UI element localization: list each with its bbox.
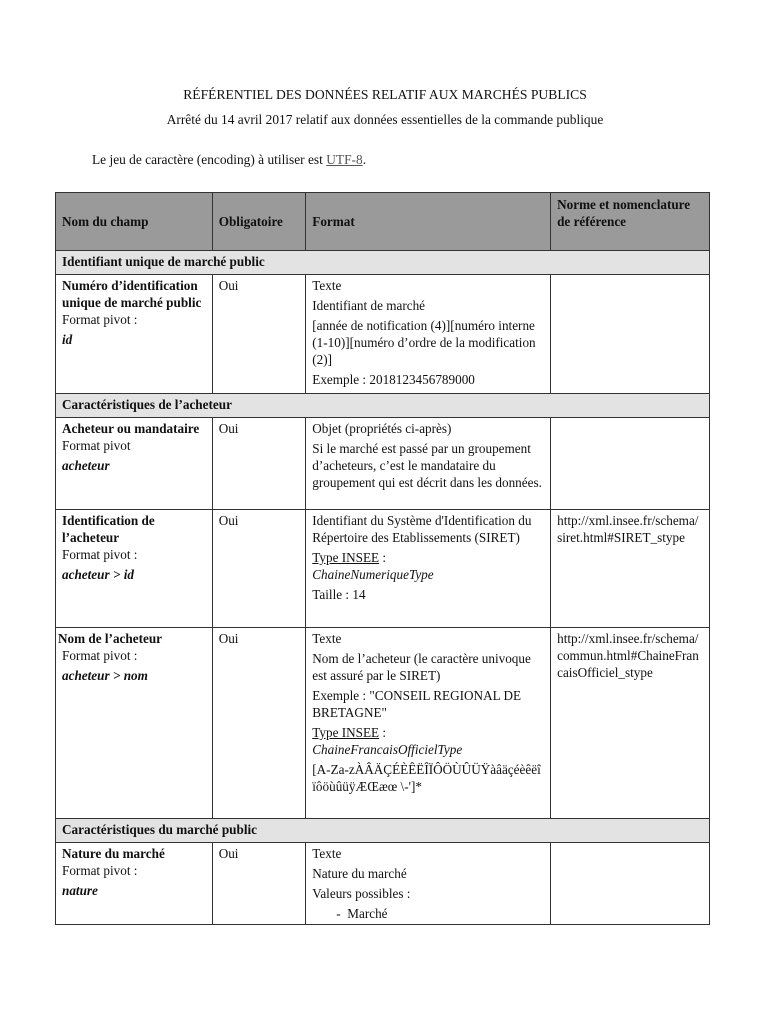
document-title: RÉFÉRENTIEL DES DONNÉES RELATIF AUX MARCHÉS PUBLICS [183, 87, 587, 102]
format-line: Exemple : 2018123456789000 [312, 372, 475, 387]
utf8-link[interactable]: UTF-8 [326, 152, 363, 167]
format-line: [année de notification (4)][numéro interne (1-10)][numéro d’ordre de la modification (2)] [312, 318, 536, 367]
type-insee-value: ChaineNumeriqueType [312, 567, 434, 582]
required-cell: Oui [212, 843, 306, 925]
encoding-paragraph [92, 151, 366, 168]
table-row [56, 843, 710, 925]
pivot-label: Format pivot : [62, 312, 138, 327]
field-name-cell [56, 510, 213, 628]
norme-cell: http://xml.insee.fr/schema/commun.html#ChaineFrancaisOfficiel_stype [551, 628, 710, 819]
format-line: Nature du marché [312, 866, 407, 881]
field-name: Identification de l’acheteur [62, 513, 155, 545]
type-insee-sep: : [379, 725, 387, 740]
field-name: Nature du marché [62, 846, 165, 861]
section-identifiant: Identifiant unique de marché public [56, 251, 710, 275]
pivot-value: acheteur > id [62, 567, 134, 582]
header-nom-du-champ: Nom du champ [56, 193, 213, 251]
format-line: Identifiant de marché [312, 298, 426, 313]
pivot-value: nature [62, 883, 98, 898]
format-cell [306, 418, 551, 510]
required-cell: Oui [212, 418, 306, 510]
list-item [312, 905, 544, 922]
dash-glyph: - [336, 906, 348, 921]
format-line: Identifiant du Système d'Identification du Répertoire des Etablissements (SIRET) [312, 513, 532, 545]
format-cell [306, 628, 551, 819]
pivot-label: Format pivot [62, 438, 131, 453]
table-row [56, 418, 710, 510]
field-name: Acheteur ou mandataire [62, 421, 200, 436]
header-norme: Norme et nomenclature de référence [551, 193, 710, 251]
header-format: Format [306, 193, 551, 251]
section-row [56, 394, 710, 418]
type-insee-label: Type INSEE [312, 725, 380, 740]
pivot-label: Format pivot : [62, 648, 138, 663]
table-header-row [56, 193, 710, 251]
format-line: Texte [312, 631, 342, 646]
table-row [56, 628, 710, 819]
type-insee-value: ChaineFrancaisOfficielType [312, 742, 463, 757]
format-cell [306, 843, 551, 925]
format-line: Exemple : "CONSEIL REGIONAL DE BRETAGNE" [312, 688, 522, 720]
section-row [56, 251, 710, 275]
required-cell: Oui [212, 275, 306, 394]
required-cell: Oui [212, 510, 306, 628]
encoding-period: . [362, 152, 367, 167]
section-acheteur: Caractéristiques de l’acheteur [56, 394, 710, 418]
field-name-cell [56, 628, 213, 819]
type-insee-sep: : [379, 550, 387, 565]
format-line: Objet (propriétés ci-après) [312, 421, 452, 436]
required-cell: Oui [212, 628, 306, 819]
document-subtitle: Arrêté du 14 avril 2017 relatif aux données essentielles de la commande publique [166, 112, 604, 127]
format-cell [306, 275, 551, 394]
type-insee-label: Type INSEE [312, 550, 380, 565]
table-row [56, 510, 710, 628]
pivot-value: acheteur > nom [62, 668, 148, 683]
field-name-cell [56, 843, 213, 925]
field-name-cell [56, 418, 213, 510]
format-line: Valeurs possibles : [312, 886, 411, 901]
norme-cell [551, 275, 710, 394]
header-obligatoire: Obligatoire [212, 193, 306, 251]
norme-cell [551, 843, 710, 925]
pivot-value: acheteur [62, 458, 110, 473]
pivot-label: Format pivot : [62, 547, 138, 562]
format-line: Si le marché est passé par un groupement d’acheteurs, c’est le mandataire du groupement qui est décrit dans les données. [312, 441, 542, 490]
format-taille: Taille : 14 [312, 587, 366, 602]
field-name-cell [56, 275, 213, 394]
pivot-value: id [62, 332, 73, 347]
format-regex: [A-Za-zÀÂÄÇÉÈÊËÎÏÔÖÙÛÜŸàâäçéèêëîïôöùûüÿÆŒæœ \-']* [312, 762, 541, 794]
pivot-label: Format pivot : [62, 863, 138, 878]
norme-cell: http://xml.insee.fr/schema/siret.html#SIRET_stype [551, 510, 710, 628]
type-insee [312, 724, 544, 741]
encoding-text: Le jeu de caractère (encoding) à utiliser est [92, 152, 323, 167]
data-reference-table [55, 192, 710, 925]
norme-cell [551, 418, 710, 510]
type-insee [312, 549, 544, 566]
field-name: Nom de l’acheteur [58, 631, 163, 646]
format-line: Nom de l’acheteur (le caractère univoque est assuré par le SIRET) [312, 651, 531, 683]
section-marche: Caractéristiques du marché public [56, 819, 710, 843]
format-line: Texte [312, 846, 342, 861]
format-line: Texte [312, 278, 342, 293]
format-cell [306, 510, 551, 628]
field-name: Numéro d’identification unique de marché public [62, 278, 202, 310]
table-row [56, 275, 710, 394]
possible-value: Marché [347, 906, 388, 921]
section-row [56, 819, 710, 843]
